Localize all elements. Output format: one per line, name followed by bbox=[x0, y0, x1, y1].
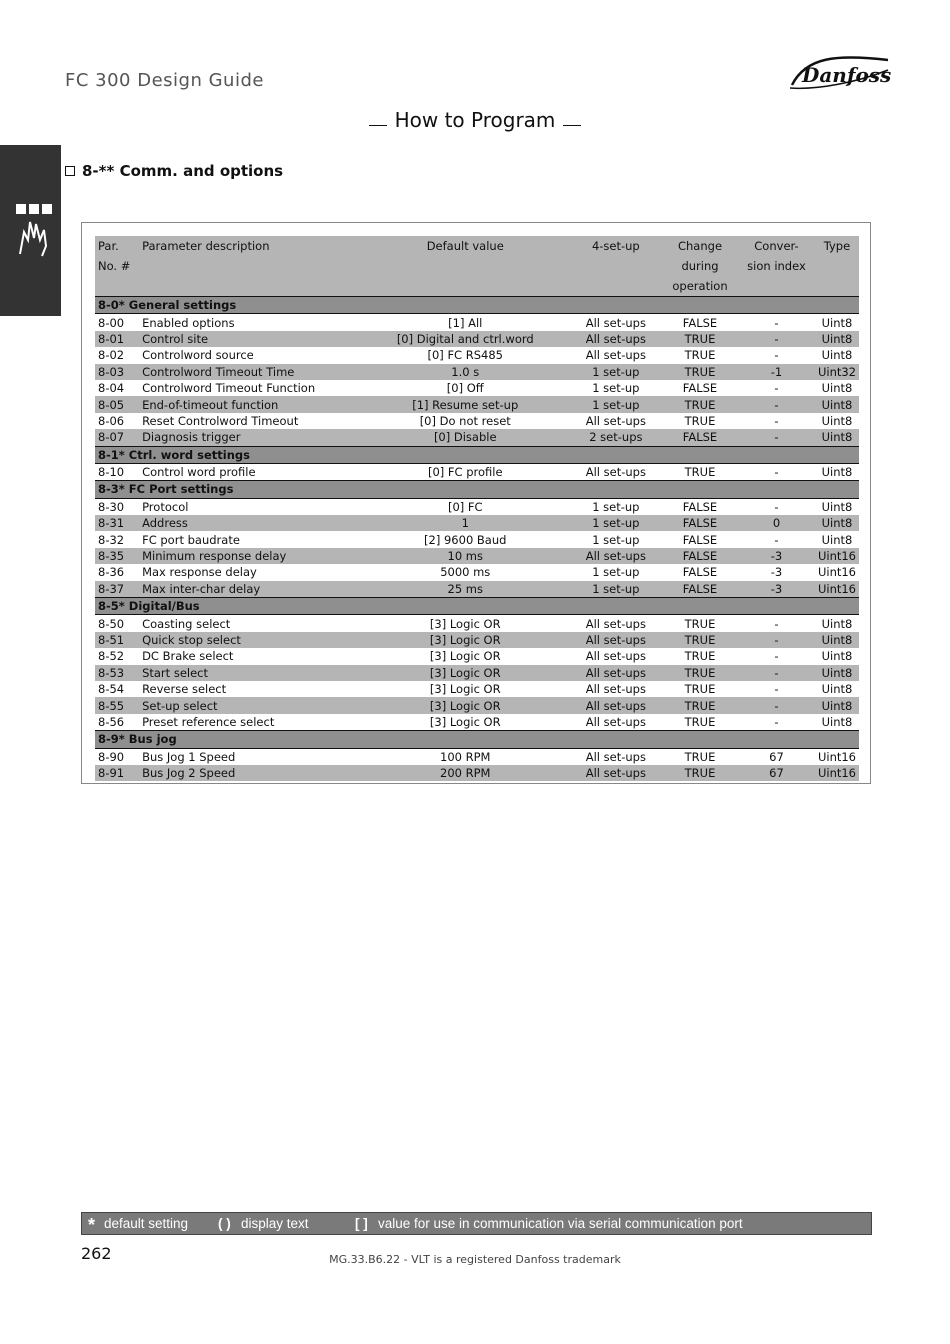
group-row bbox=[95, 297, 859, 314]
header-change-3: operation bbox=[662, 276, 738, 297]
param-conversion-index: 0 bbox=[738, 515, 815, 531]
danfoss-logo bbox=[788, 52, 892, 92]
param-conversion-index: - bbox=[738, 429, 815, 446]
header-setup: 4-set-up bbox=[570, 236, 662, 256]
param-number: 8-53 bbox=[95, 665, 139, 681]
group-title: 8-9* Bus jog bbox=[95, 731, 859, 748]
param-setup: 1 set-up bbox=[592, 565, 640, 580]
param-conversion-index: - bbox=[774, 413, 779, 428]
param-change-during-operation: FALSE bbox=[682, 315, 718, 330]
param-setup: 1 set-up bbox=[570, 396, 662, 412]
legend-bracket-text: value for use in communication via serial communication port bbox=[378, 1216, 743, 1231]
param-number: 8-91 bbox=[95, 765, 139, 781]
param-number: 8-31 bbox=[95, 515, 139, 531]
param-conversion-index: - bbox=[774, 682, 779, 697]
param-change-during-operation: FALSE bbox=[662, 581, 738, 598]
checkbox-square-icon bbox=[65, 166, 75, 176]
header-par: Par. bbox=[95, 236, 139, 256]
table-row bbox=[95, 581, 859, 598]
param-default: [0] FC RS485 bbox=[427, 348, 503, 363]
param-type: Uint8 bbox=[815, 515, 859, 531]
param-default: [0] Do not reset bbox=[419, 413, 511, 428]
param-number: 8-90 bbox=[98, 749, 125, 764]
table-row bbox=[95, 632, 859, 648]
param-conversion-index: - bbox=[774, 499, 779, 514]
param-type: Uint8 bbox=[815, 331, 859, 347]
param-description: Controlword source bbox=[142, 348, 254, 363]
section-title bbox=[0, 108, 950, 132]
trademark-notice: MG.33.B6.22 - VLT is a registered Danfoss trademark bbox=[329, 1253, 621, 1266]
param-setup: All set-ups bbox=[570, 697, 662, 713]
table-row bbox=[95, 364, 859, 380]
table-row bbox=[95, 413, 859, 429]
param-default: [1] Resume set-up bbox=[361, 396, 570, 412]
param-type: Uint8 bbox=[821, 381, 853, 396]
header-par-2: No. # bbox=[95, 256, 139, 276]
table-row bbox=[95, 314, 859, 331]
param-default: [3] Logic OR bbox=[361, 697, 570, 713]
header-change: Change bbox=[662, 236, 738, 256]
param-type: Uint8 bbox=[821, 499, 853, 514]
param-number: 8-37 bbox=[95, 581, 139, 598]
param-default: 100 RPM bbox=[440, 749, 491, 764]
param-default: 1.0 s bbox=[361, 364, 570, 380]
param-description: Diagnosis trigger bbox=[139, 429, 361, 446]
param-setup: All set-ups bbox=[585, 682, 646, 697]
param-conversion-index: - bbox=[774, 714, 779, 729]
param-setup: All set-ups bbox=[585, 616, 646, 631]
param-default: [0] Off bbox=[446, 381, 484, 396]
header-desc: Parameter description bbox=[139, 236, 361, 256]
legend-star-symbol: * bbox=[88, 1215, 96, 1235]
param-number: 8-56 bbox=[98, 714, 125, 729]
param-description: Start select bbox=[139, 665, 361, 681]
param-type: Uint32 bbox=[815, 364, 859, 380]
param-setup: All set-ups bbox=[570, 331, 662, 347]
param-type: Uint8 bbox=[815, 429, 859, 446]
param-description: Address bbox=[139, 515, 361, 531]
header-blank bbox=[139, 276, 361, 297]
param-change-during-operation: TRUE bbox=[684, 465, 716, 480]
header-row-2 bbox=[95, 256, 859, 276]
group-row bbox=[95, 731, 859, 748]
param-number: 8-52 bbox=[98, 649, 125, 664]
param-description: Control site bbox=[139, 331, 361, 347]
param-conversion-index: - bbox=[774, 465, 779, 480]
header-blank bbox=[738, 276, 815, 297]
param-description: Preset reference select bbox=[142, 714, 275, 729]
param-type: Uint8 bbox=[821, 532, 853, 547]
group-title: 8-3* FC Port settings bbox=[95, 481, 859, 498]
header-blank bbox=[815, 256, 859, 276]
param-type: Uint8 bbox=[815, 632, 859, 648]
param-change-during-operation: TRUE bbox=[662, 665, 738, 681]
param-description: Minimum response delay bbox=[139, 548, 361, 564]
param-number: 8-05 bbox=[95, 396, 139, 412]
table-row bbox=[95, 380, 859, 396]
param-conversion-index: - bbox=[738, 396, 815, 412]
param-default: 5000 ms bbox=[440, 565, 491, 580]
param-change-during-operation: FALSE bbox=[682, 499, 718, 514]
param-change-during-operation: TRUE bbox=[684, 413, 716, 428]
param-change-during-operation: TRUE bbox=[684, 649, 716, 664]
param-conversion-index: - bbox=[738, 632, 815, 648]
param-change-during-operation: TRUE bbox=[684, 348, 716, 363]
param-conversion-index: - bbox=[774, 532, 779, 547]
param-default: [3] Logic OR bbox=[361, 632, 570, 648]
param-default: [3] Logic OR bbox=[361, 665, 570, 681]
table-row bbox=[95, 765, 859, 781]
param-description: Reverse select bbox=[142, 682, 227, 697]
document-title: FC 300 Design Guide bbox=[65, 70, 264, 91]
param-change-during-operation: FALSE bbox=[662, 429, 738, 446]
param-setup: All set-ups bbox=[585, 749, 646, 764]
header-blank bbox=[570, 256, 662, 276]
table-row bbox=[95, 531, 859, 547]
header-blank bbox=[95, 276, 139, 297]
param-type: Uint8 bbox=[815, 697, 859, 713]
param-setup: All set-ups bbox=[585, 315, 646, 330]
table-row bbox=[95, 498, 859, 515]
param-setup: 1 set-up bbox=[592, 532, 640, 547]
param-change-during-operation: TRUE bbox=[684, 714, 716, 729]
param-default: [0] Disable bbox=[361, 429, 570, 446]
param-type: Uint16 bbox=[817, 749, 856, 764]
title-dash-left bbox=[369, 125, 387, 126]
param-type: Uint8 bbox=[815, 396, 859, 412]
param-conversion-index: - bbox=[774, 315, 779, 330]
table-row bbox=[95, 564, 859, 580]
param-description: Set-up select bbox=[139, 697, 361, 713]
group-row bbox=[95, 446, 859, 463]
param-type: Uint8 bbox=[821, 348, 853, 363]
param-change-during-operation: FALSE bbox=[662, 515, 738, 531]
param-change-during-operation: FALSE bbox=[682, 565, 718, 580]
param-number: 8-32 bbox=[98, 532, 125, 547]
param-change-during-operation: TRUE bbox=[662, 396, 738, 412]
param-default: [3] Logic OR bbox=[429, 649, 501, 664]
parameter-table bbox=[95, 236, 859, 781]
param-description: End-of-timeout function bbox=[139, 396, 361, 412]
param-number: 8-00 bbox=[98, 315, 125, 330]
param-description: Bus Jog 2 Speed bbox=[139, 765, 361, 781]
param-default: [2] 9600 Baud bbox=[424, 532, 507, 547]
table-row bbox=[95, 714, 859, 731]
group-row bbox=[95, 481, 859, 498]
param-type: Uint16 bbox=[815, 765, 859, 781]
header-row-1 bbox=[95, 236, 859, 256]
param-description: Max inter-char delay bbox=[139, 581, 361, 598]
param-change-during-operation: TRUE bbox=[684, 616, 716, 631]
param-setup: 1 set-up bbox=[570, 581, 662, 598]
param-description: Enabled options bbox=[142, 315, 235, 330]
table-row bbox=[95, 396, 859, 412]
param-setup: 2 set-ups bbox=[570, 429, 662, 446]
param-default: [0] Digital and ctrl.word bbox=[361, 331, 570, 347]
table-row bbox=[95, 648, 859, 664]
header-change-2: during bbox=[662, 256, 738, 276]
param-description: Controlword Timeout Function bbox=[142, 381, 316, 396]
param-type: Uint8 bbox=[821, 714, 853, 729]
group-title: 8-5* Digital/Bus bbox=[95, 598, 859, 615]
section-title-text: How to Program bbox=[394, 108, 556, 132]
param-number: 8-07 bbox=[95, 429, 139, 446]
param-type: Uint8 bbox=[821, 616, 853, 631]
subsection-title: 8-** Comm. and options bbox=[82, 162, 284, 180]
page-number: 262 bbox=[81, 1244, 112, 1263]
param-number: 8-06 bbox=[98, 413, 125, 428]
param-default: [0] FC profile bbox=[427, 465, 503, 480]
param-number: 8-54 bbox=[98, 682, 125, 697]
param-conversion-index: - bbox=[774, 649, 779, 664]
param-change-during-operation: TRUE bbox=[662, 765, 738, 781]
param-type: Uint8 bbox=[821, 315, 853, 330]
header-row-3 bbox=[95, 276, 859, 297]
param-change-during-operation: FALSE bbox=[662, 548, 738, 564]
subsection-heading bbox=[65, 162, 283, 180]
param-default: [3] Logic OR bbox=[429, 714, 501, 729]
param-setup: 1 set-up bbox=[570, 515, 662, 531]
param-default: 1 bbox=[361, 515, 570, 531]
table-row bbox=[95, 463, 859, 480]
param-description: FC port baudrate bbox=[142, 532, 240, 547]
param-default: [1] All bbox=[448, 315, 483, 330]
header-blank bbox=[570, 276, 662, 297]
param-setup: All set-ups bbox=[585, 413, 646, 428]
param-description: Controlword Timeout Time bbox=[139, 364, 361, 380]
param-conversion-index: - bbox=[738, 331, 815, 347]
param-description: Control word profile bbox=[142, 465, 256, 480]
header-blank bbox=[361, 256, 570, 276]
param-type: Uint8 bbox=[821, 649, 853, 664]
param-conversion-index: 67 bbox=[738, 765, 815, 781]
header-conv-2: sion index bbox=[738, 256, 815, 276]
param-type: Uint16 bbox=[815, 548, 859, 564]
param-description: Coasting select bbox=[142, 616, 231, 631]
param-number: 8-30 bbox=[98, 499, 125, 514]
param-conversion-index: -3 bbox=[738, 581, 815, 598]
table-row bbox=[95, 665, 859, 681]
param-number: 8-03 bbox=[95, 364, 139, 380]
table-row bbox=[95, 347, 859, 363]
table-row bbox=[95, 615, 859, 632]
param-description: DC Brake select bbox=[142, 649, 234, 664]
param-default: 10 ms bbox=[361, 548, 570, 564]
param-change-during-operation: TRUE bbox=[662, 632, 738, 648]
param-change-during-operation: TRUE bbox=[662, 364, 738, 380]
param-conversion-index: -3 bbox=[738, 548, 815, 564]
param-setup: All set-ups bbox=[585, 348, 646, 363]
param-conversion-index: - bbox=[738, 665, 815, 681]
param-type: Uint16 bbox=[815, 581, 859, 598]
header-default: Default value bbox=[361, 236, 570, 256]
header-blank bbox=[361, 276, 570, 297]
param-setup: All set-ups bbox=[570, 665, 662, 681]
param-setup: All set-ups bbox=[570, 765, 662, 781]
param-default: [3] Logic OR bbox=[429, 616, 501, 631]
header-blank bbox=[139, 256, 361, 276]
param-change-during-operation: TRUE bbox=[684, 749, 716, 764]
param-setup: All set-ups bbox=[570, 632, 662, 648]
param-setup: 1 set-up bbox=[570, 364, 662, 380]
legend-paren-symbol: ( ) bbox=[218, 1216, 231, 1231]
param-setup: 1 set-up bbox=[592, 381, 640, 396]
group-row bbox=[95, 598, 859, 615]
param-number: 8-55 bbox=[95, 697, 139, 713]
legend-bracket-symbol: [ ] bbox=[355, 1216, 368, 1231]
legend-bar bbox=[81, 1212, 872, 1235]
param-default: 25 ms bbox=[361, 581, 570, 598]
param-conversion-index: - bbox=[774, 616, 779, 631]
param-change-during-operation: TRUE bbox=[684, 682, 716, 697]
parameter-table-body bbox=[95, 297, 859, 782]
param-type: Uint8 bbox=[821, 682, 853, 697]
svg-text:Danfoss: Danfoss bbox=[802, 63, 892, 87]
param-conversion-index: - bbox=[774, 381, 779, 396]
table-row bbox=[95, 748, 859, 765]
param-conversion-index: - bbox=[774, 348, 779, 363]
param-default: [0] FC bbox=[447, 499, 483, 514]
param-number: 8-04 bbox=[98, 381, 125, 396]
param-description: Protocol bbox=[142, 499, 189, 514]
param-description: Max response delay bbox=[142, 565, 257, 580]
param-default: 200 RPM bbox=[361, 765, 570, 781]
table-row bbox=[95, 515, 859, 531]
table-row bbox=[95, 548, 859, 564]
group-title: 8-0* General settings bbox=[95, 297, 859, 314]
param-number: 8-35 bbox=[95, 548, 139, 564]
param-setup: All set-ups bbox=[585, 465, 646, 480]
header-type: Type bbox=[815, 236, 859, 256]
param-description: Bus Jog 1 Speed bbox=[142, 749, 236, 764]
param-description: Quick stop select bbox=[139, 632, 361, 648]
param-number: 8-01 bbox=[95, 331, 139, 347]
legend-star-text: default setting bbox=[104, 1216, 189, 1231]
param-change-during-operation: FALSE bbox=[682, 381, 718, 396]
group-title: 8-1* Ctrl. word settings bbox=[95, 446, 859, 463]
param-type: Uint8 bbox=[821, 465, 853, 480]
title-dash-right bbox=[563, 125, 581, 126]
param-type: Uint8 bbox=[821, 413, 853, 428]
param-number: 8-36 bbox=[98, 565, 125, 580]
param-change-during-operation: FALSE bbox=[682, 532, 718, 547]
legend-paren-text: display text bbox=[241, 1216, 309, 1231]
param-conversion-index: -3 bbox=[770, 565, 783, 580]
table-row bbox=[95, 429, 859, 446]
param-setup: All set-ups bbox=[585, 649, 646, 664]
table-row bbox=[95, 681, 859, 697]
param-number: 8-51 bbox=[95, 632, 139, 648]
param-number: 8-02 bbox=[98, 348, 125, 363]
hand-keypad-icon bbox=[14, 202, 58, 260]
param-number: 8-50 bbox=[98, 616, 125, 631]
param-conversion-index: 67 bbox=[769, 749, 784, 764]
param-conversion-index: -1 bbox=[738, 364, 815, 380]
header-blank bbox=[815, 276, 859, 297]
param-setup: All set-ups bbox=[585, 714, 646, 729]
chapter-side-tab bbox=[0, 145, 61, 316]
table-row bbox=[95, 697, 859, 713]
param-type: Uint16 bbox=[817, 565, 856, 580]
param-change-during-operation: TRUE bbox=[662, 331, 738, 347]
param-type: Uint8 bbox=[815, 665, 859, 681]
param-number: 8-10 bbox=[98, 465, 125, 480]
param-setup: All set-ups bbox=[570, 548, 662, 564]
param-change-during-operation: TRUE bbox=[662, 697, 738, 713]
param-conversion-index: - bbox=[738, 697, 815, 713]
param-default: [3] Logic OR bbox=[429, 682, 501, 697]
param-description: Reset Controlword Timeout bbox=[142, 413, 299, 428]
param-setup: 1 set-up bbox=[592, 499, 640, 514]
table-row bbox=[95, 331, 859, 347]
header-conv: Conver- bbox=[738, 236, 815, 256]
